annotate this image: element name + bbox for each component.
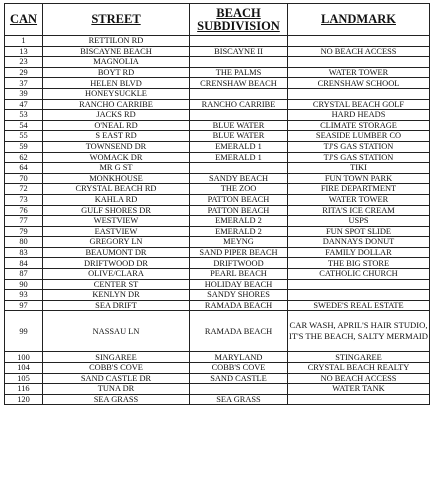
cell-street: WESTVIEW bbox=[43, 216, 190, 227]
cell-street: RETTILON RD bbox=[43, 36, 190, 47]
cell-street: SEA DRIFT bbox=[43, 300, 190, 311]
cell-landmark: NO BEACH ACCESS bbox=[288, 46, 430, 57]
cell-street: KAHLA RD bbox=[43, 194, 190, 205]
cell-can: 105 bbox=[5, 373, 43, 384]
cell-street: EASTVIEW bbox=[43, 226, 190, 237]
cell-landmark: NO BEACH ACCESS bbox=[288, 373, 430, 384]
cell-street: HONEYSUCKLE bbox=[43, 88, 190, 99]
cell-can: 83 bbox=[5, 247, 43, 258]
cell-beach-subdivision: BISCAYNE II bbox=[190, 46, 288, 57]
cell-beach-subdivision: RAMADA BEACH bbox=[190, 311, 288, 352]
cell-beach-subdivision: DRIFTWOOD bbox=[190, 258, 288, 269]
cell-street: WOMACK DR bbox=[43, 152, 190, 163]
cell-can: 120 bbox=[5, 394, 43, 405]
cell-landmark: TIKI bbox=[288, 163, 430, 174]
table-row bbox=[5, 57, 430, 68]
cell-landmark bbox=[288, 279, 430, 290]
cell-can: 72 bbox=[5, 184, 43, 195]
cell-beach-subdivision: BLUE WATER bbox=[190, 131, 288, 142]
cell-can: 23 bbox=[5, 57, 43, 68]
cell-landmark bbox=[288, 394, 430, 405]
table-row bbox=[5, 184, 430, 195]
cell-can: 53 bbox=[5, 110, 43, 121]
table-row bbox=[5, 99, 430, 110]
table-row bbox=[5, 36, 430, 47]
cell-can: 93 bbox=[5, 290, 43, 301]
cell-street: TUNA DR bbox=[43, 384, 190, 395]
table-row bbox=[5, 363, 430, 374]
cell-can: 47 bbox=[5, 99, 43, 110]
cell-landmark: HARD HEADS bbox=[288, 110, 430, 121]
cell-can: 79 bbox=[5, 226, 43, 237]
table-row bbox=[5, 194, 430, 205]
cell-landmark: DANNAYS DONUT bbox=[288, 237, 430, 248]
cell-can: 13 bbox=[5, 46, 43, 57]
table-body bbox=[5, 36, 430, 405]
cell-street: BEAUMONT DR bbox=[43, 247, 190, 258]
cell-beach-subdivision: MEYNG bbox=[190, 237, 288, 248]
cell-can: 80 bbox=[5, 237, 43, 248]
cell-beach-subdivision: HOLIDAY BEACH bbox=[190, 279, 288, 290]
cell-landmark bbox=[288, 290, 430, 301]
table-row bbox=[5, 384, 430, 395]
cell-can: 87 bbox=[5, 269, 43, 280]
cell-landmark bbox=[288, 57, 430, 68]
cell-landmark bbox=[288, 88, 430, 99]
cell-landmark: FUN TOWN PARK bbox=[288, 173, 430, 184]
table-row bbox=[5, 394, 430, 405]
cell-street: S EAST RD bbox=[43, 131, 190, 142]
table-row bbox=[5, 237, 430, 248]
table-row bbox=[5, 373, 430, 384]
cell-can: 99 bbox=[5, 311, 43, 352]
cell-can: 76 bbox=[5, 205, 43, 216]
cell-landmark: WATER TOWER bbox=[288, 194, 430, 205]
table-row bbox=[5, 216, 430, 227]
cell-can: 97 bbox=[5, 300, 43, 311]
header-can: CAN bbox=[5, 4, 43, 36]
cell-landmark: TJ'S GAS STATION bbox=[288, 152, 430, 163]
header-beach-line2: SUBDIVISION bbox=[197, 18, 280, 33]
cell-street: COBB'S COVE bbox=[43, 363, 190, 374]
cell-can: 73 bbox=[5, 194, 43, 205]
cell-beach-subdivision: EMERALD 2 bbox=[190, 226, 288, 237]
cell-beach-subdivision: PATTON BEACH bbox=[190, 194, 288, 205]
cell-can: 39 bbox=[5, 88, 43, 99]
table-row bbox=[5, 110, 430, 121]
cell-beach-subdivision: SAND PIPER BEACH bbox=[190, 247, 288, 258]
cell-beach-subdivision bbox=[190, 88, 288, 99]
cell-beach-subdivision: EMERALD 1 bbox=[190, 152, 288, 163]
table-row bbox=[5, 258, 430, 269]
cell-can: 1 bbox=[5, 36, 43, 47]
cell-can: 64 bbox=[5, 163, 43, 174]
cell-beach-subdivision bbox=[190, 110, 288, 121]
cell-street: OLIVE/CLARA bbox=[43, 269, 190, 280]
header-street: STREET bbox=[43, 4, 190, 36]
cell-landmark: CLIMATE STORAGE bbox=[288, 120, 430, 131]
cell-can: 54 bbox=[5, 120, 43, 131]
cell-beach-subdivision: SEA GRASS bbox=[190, 394, 288, 405]
cell-can: 104 bbox=[5, 363, 43, 374]
cell-beach-subdivision: THE PALMS bbox=[190, 67, 288, 78]
cell-street: MAGNOLIA bbox=[43, 57, 190, 68]
cell-beach-subdivision: PATTON BEACH bbox=[190, 205, 288, 216]
cell-can: 62 bbox=[5, 152, 43, 163]
table-row bbox=[5, 226, 430, 237]
can-location-table-container bbox=[4, 3, 429, 405]
cell-street: SINGAREE bbox=[43, 352, 190, 363]
cell-street: SAND CASTLE DR bbox=[43, 373, 190, 384]
cell-street: GREGORY LN bbox=[43, 237, 190, 248]
table-row bbox=[5, 46, 430, 57]
cell-can: 84 bbox=[5, 258, 43, 269]
cell-beach-subdivision: SAND CASTLE bbox=[190, 373, 288, 384]
cell-beach-subdivision: EMERALD 1 bbox=[190, 141, 288, 152]
can-location-table bbox=[4, 3, 430, 405]
cell-beach-subdivision: THE ZOO bbox=[190, 184, 288, 195]
cell-street: MR G ST bbox=[43, 163, 190, 174]
cell-landmark: FAMILY DOLLAR bbox=[288, 247, 430, 258]
cell-street: HELEN BLVD bbox=[43, 78, 190, 89]
cell-street: BISCAYNE BEACH bbox=[43, 46, 190, 57]
cell-can: 77 bbox=[5, 216, 43, 227]
cell-beach-subdivision: COBB'S COVE bbox=[190, 363, 288, 374]
header-beach-subdivision bbox=[190, 4, 288, 36]
cell-street: NASSAU LN bbox=[43, 311, 190, 352]
cell-street: SEA GRASS bbox=[43, 394, 190, 405]
cell-street: RANCHO CARRIBE bbox=[43, 99, 190, 110]
cell-landmark: STINGAREE bbox=[288, 352, 430, 363]
table-row bbox=[5, 300, 430, 311]
table-row bbox=[5, 269, 430, 280]
cell-landmark: CAR WASH, APRIL'S HAIR STUDIO, IT'S THE BEACH, SALTY MERMAID bbox=[288, 311, 430, 352]
cell-beach-subdivision: SANDY BEACH bbox=[190, 173, 288, 184]
table-row bbox=[5, 173, 430, 184]
cell-beach-subdivision: RANCHO CARRIBE bbox=[190, 99, 288, 110]
cell-street: TOWNSEND DR bbox=[43, 141, 190, 152]
header-row bbox=[5, 4, 430, 36]
table-row bbox=[5, 205, 430, 216]
cell-street: GULF SHORES DR bbox=[43, 205, 190, 216]
table-row bbox=[5, 78, 430, 89]
cell-beach-subdivision bbox=[190, 57, 288, 68]
table-row bbox=[5, 67, 430, 78]
header-beach-line1: BEACH bbox=[216, 5, 261, 20]
cell-landmark: FUN SPOT SLIDE bbox=[288, 226, 430, 237]
table-row bbox=[5, 141, 430, 152]
cell-can: 55 bbox=[5, 131, 43, 142]
cell-beach-subdivision bbox=[190, 36, 288, 47]
table-row bbox=[5, 352, 430, 363]
cell-landmark: RITA'S ICE CREAM bbox=[288, 205, 430, 216]
cell-landmark: CATHOLIC CHURCH bbox=[288, 269, 430, 280]
cell-can: 116 bbox=[5, 384, 43, 395]
cell-landmark: THE BIG STORE bbox=[288, 258, 430, 269]
cell-street: DRIFTWOOD DR bbox=[43, 258, 190, 269]
cell-landmark: CRYSTAL BEACH REALTY bbox=[288, 363, 430, 374]
cell-can: 90 bbox=[5, 279, 43, 290]
cell-landmark: WATER TANK bbox=[288, 384, 430, 395]
cell-street: MONKHOUSE bbox=[43, 173, 190, 184]
cell-landmark: TJ'S GAS STATION bbox=[288, 141, 430, 152]
table-row bbox=[5, 88, 430, 99]
cell-can: 70 bbox=[5, 173, 43, 184]
cell-landmark: SWEDE'S REAL ESTATE bbox=[288, 300, 430, 311]
cell-can: 100 bbox=[5, 352, 43, 363]
cell-can: 59 bbox=[5, 141, 43, 152]
table-row bbox=[5, 152, 430, 163]
cell-beach-subdivision bbox=[190, 163, 288, 174]
cell-beach-subdivision: PEARL BEACH bbox=[190, 269, 288, 280]
cell-landmark: CRYSTAL BEACH GOLF bbox=[288, 99, 430, 110]
table-row bbox=[5, 279, 430, 290]
cell-street: KENLYN DR bbox=[43, 290, 190, 301]
cell-street: CENTER ST bbox=[43, 279, 190, 290]
cell-landmark: WATER TOWER bbox=[288, 67, 430, 78]
cell-street: JACKS RD bbox=[43, 110, 190, 121]
cell-street: CRYSTAL BEACH RD bbox=[43, 184, 190, 195]
table-row bbox=[5, 120, 430, 131]
table-row bbox=[5, 163, 430, 174]
cell-landmark: SEASIDE LUMBER CO bbox=[288, 131, 430, 142]
cell-street: O'NEAL RD bbox=[43, 120, 190, 131]
cell-landmark: CRENSHAW SCHOOL bbox=[288, 78, 430, 89]
cell-can: 37 bbox=[5, 78, 43, 89]
header-landmark: LANDMARK bbox=[288, 4, 430, 36]
table-row bbox=[5, 311, 430, 352]
cell-beach-subdivision: CRENSHAW BEACH bbox=[190, 78, 288, 89]
cell-landmark: USPS bbox=[288, 216, 430, 227]
cell-beach-subdivision: SANDY SHORES bbox=[190, 290, 288, 301]
table-row bbox=[5, 131, 430, 142]
cell-beach-subdivision: MARYLAND bbox=[190, 352, 288, 363]
cell-can: 29 bbox=[5, 67, 43, 78]
cell-beach-subdivision bbox=[190, 384, 288, 395]
cell-beach-subdivision: EMERALD 2 bbox=[190, 216, 288, 227]
cell-street: BOYT RD bbox=[43, 67, 190, 78]
table-row bbox=[5, 247, 430, 258]
cell-landmark: FIRE DEPARTMENT bbox=[288, 184, 430, 195]
table-row bbox=[5, 290, 430, 301]
cell-beach-subdivision: RAMADA BEACH bbox=[190, 300, 288, 311]
cell-beach-subdivision: BLUE WATER bbox=[190, 120, 288, 131]
cell-landmark bbox=[288, 36, 430, 47]
